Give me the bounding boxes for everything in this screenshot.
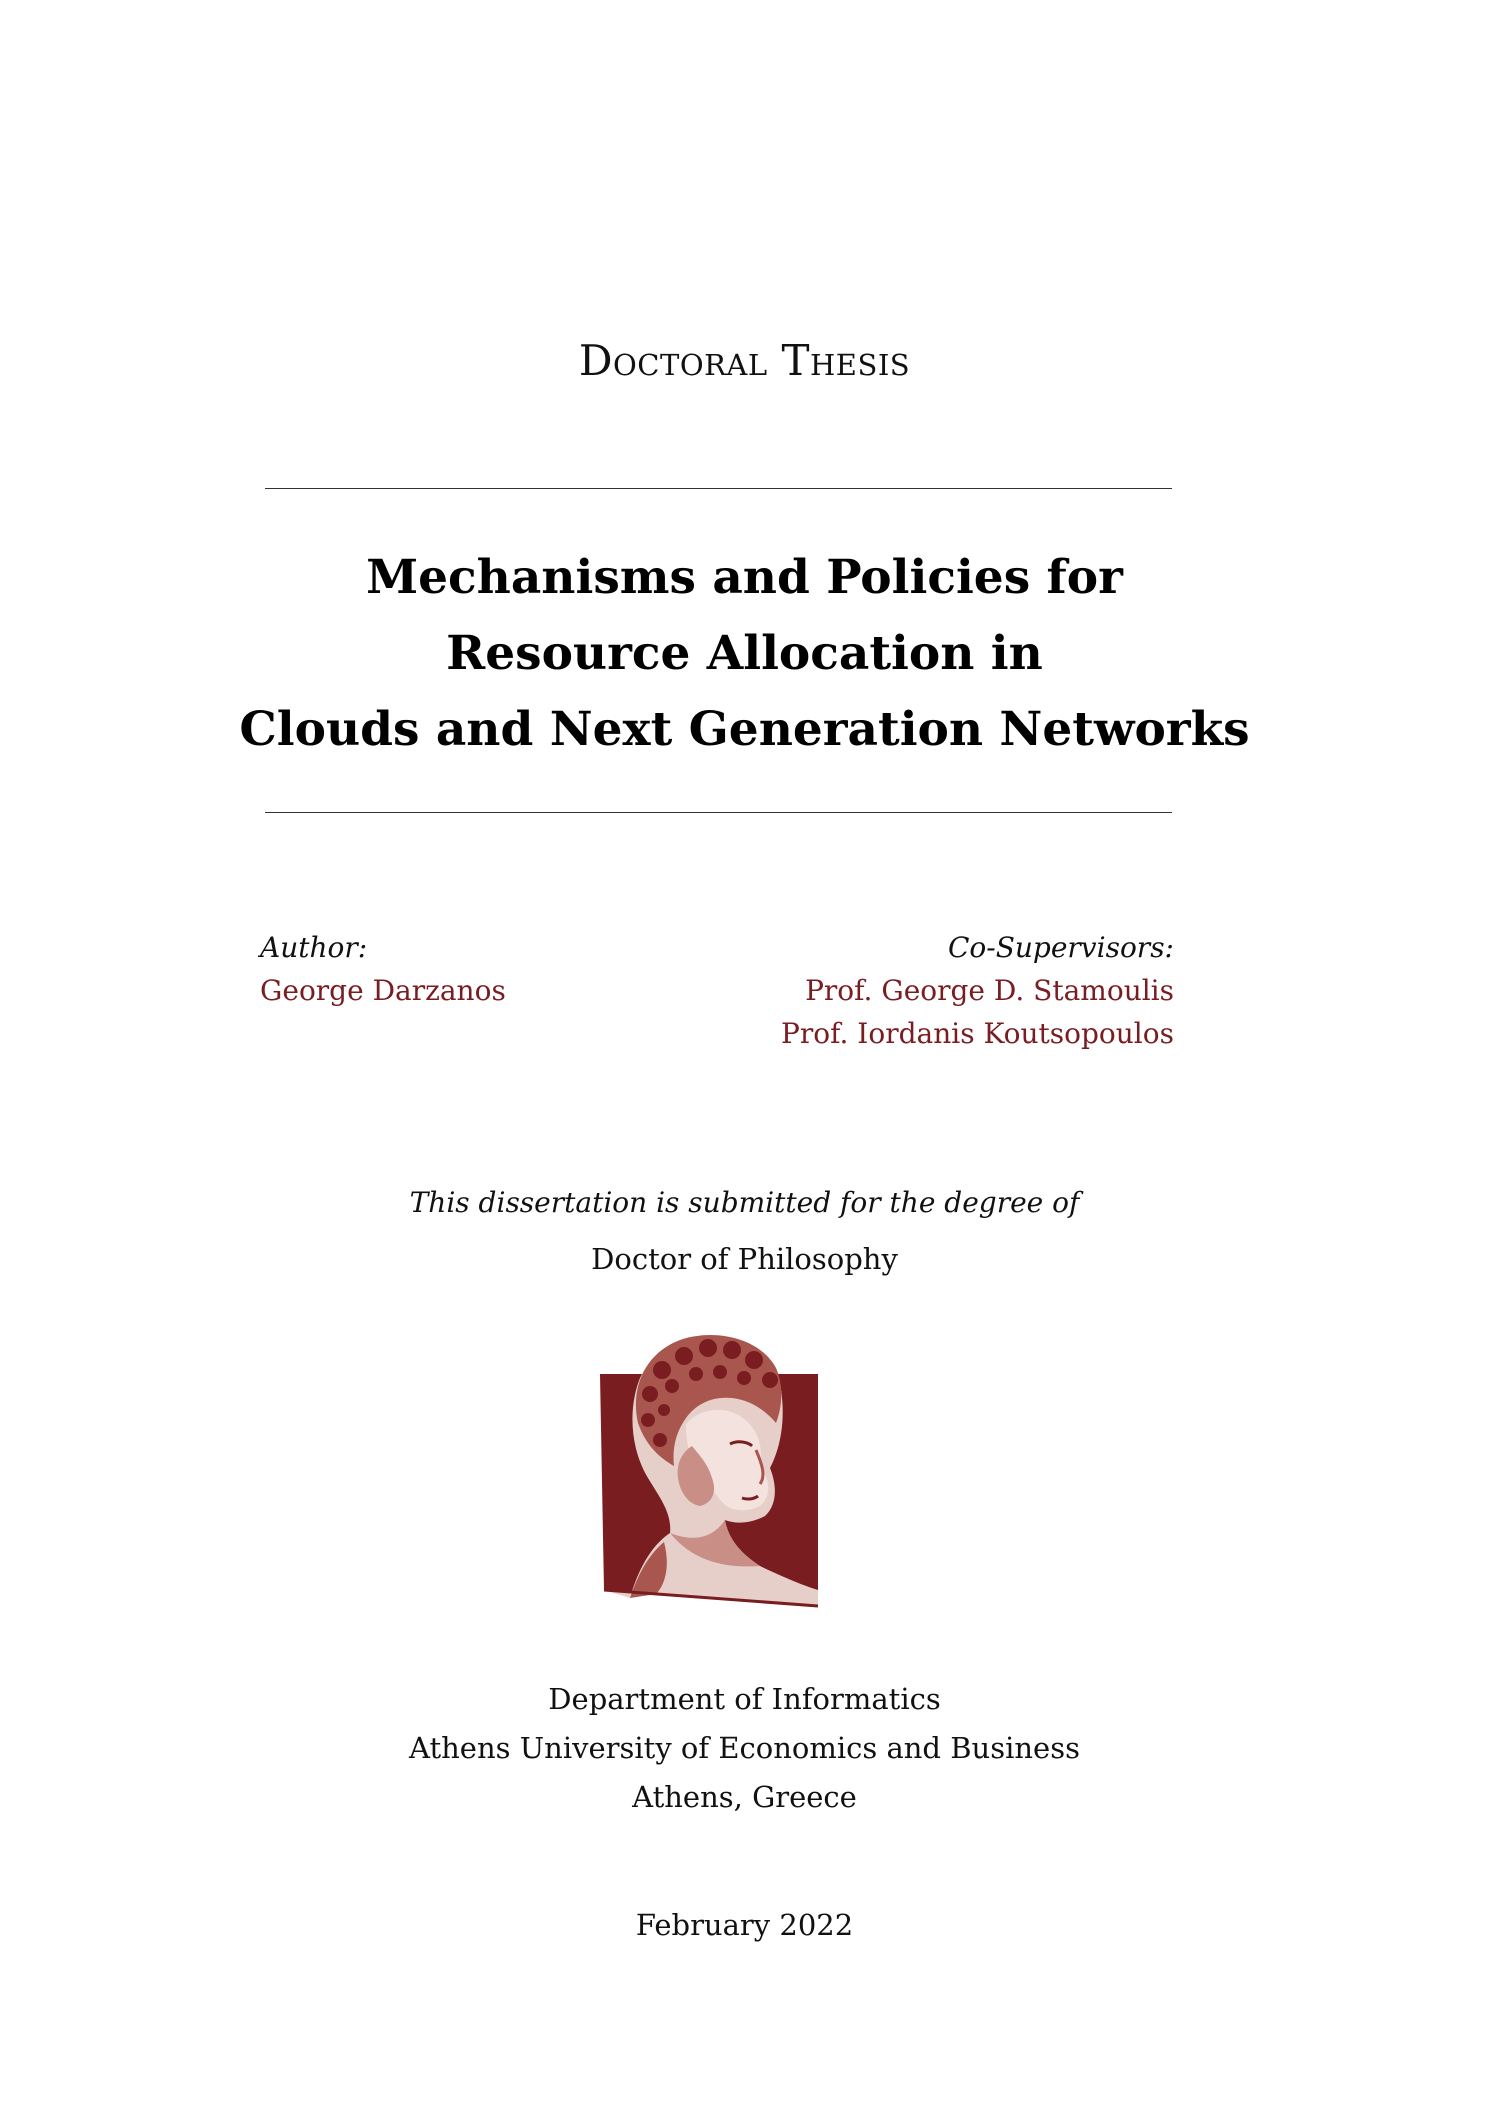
degree-statement: This dissertation is submitted for the degree of <box>409 1186 1080 1219</box>
thesis-title <box>0 540 1489 768</box>
degree-name: Doctor of Philosophy <box>591 1242 898 1276</box>
submission-date: February 2022 <box>635 1908 854 1942</box>
title-rule-top <box>265 488 1172 489</box>
supervisor-name-1: Prof. George D. Stamoulis <box>805 974 1174 1007</box>
author-name: George Darzanos <box>260 974 506 1007</box>
location: Athens, Greece <box>632 1780 857 1814</box>
title-line-2: Resource Allocation in <box>446 626 1043 681</box>
title-line-1: Mechanisms and Policies for <box>366 550 1123 605</box>
co-supervisors-label: Co-Supervisors: <box>947 931 1174 964</box>
document-type: Doctoral Thesis <box>578 336 911 385</box>
supervisor-name-2: Prof. Iordanis Koutsopoulos <box>781 1017 1174 1050</box>
author-label: Author: <box>260 931 368 964</box>
university-emblem-icon <box>600 1328 830 1608</box>
title-rule-bottom <box>265 812 1172 813</box>
title-line-3: Clouds and Next Generation Networks <box>239 702 1250 757</box>
department: Department of Informatics <box>548 1682 941 1716</box>
university: Athens University of Economics and Business <box>409 1731 1080 1765</box>
